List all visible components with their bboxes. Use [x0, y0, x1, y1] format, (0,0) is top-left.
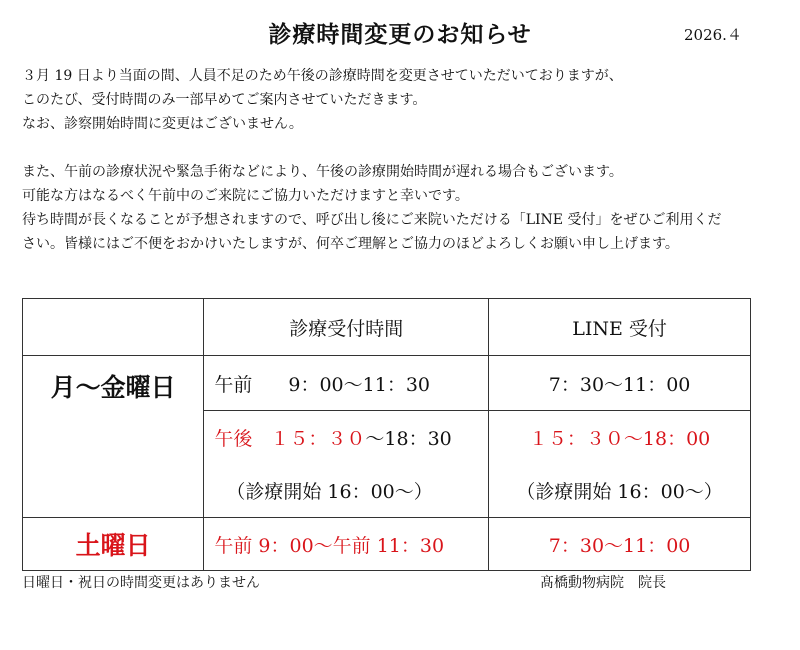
footer-note: 日曜日・祝日の時間変更はありません [22, 575, 260, 591]
notice-line: なお、診察開始時間に変更はございません。 [22, 116, 303, 132]
notice-line: 待ち時間が長くなることが予想されますので、呼び出し後にご来院いただける「LINE 受付」をぜひご利用くだ [22, 212, 722, 228]
weekday-afternoon-line: １５：３０～18：00 [489, 411, 751, 464]
afternoon-label: 午後 [214, 427, 253, 450]
weekday-morning-line: 7：30～11：00 [489, 356, 751, 411]
notice-line: このたび、受付時間のみ一部早めてご案内させていただきます。 [22, 92, 427, 108]
saturday-time: 午前 9：00～午前 11：30 [204, 518, 489, 571]
notice-date: 2026.４ [684, 26, 742, 44]
morning-time: 9：00～11：30 [288, 373, 430, 396]
weekday-label: 月～金曜日 [23, 356, 204, 518]
notice-body [22, 64, 797, 256]
header-cell-reception-time: 診療受付時間 [204, 299, 489, 356]
afternoon-time-rest: ～18：30 [365, 427, 452, 450]
page-title: 診療時間変更のお知らせ [268, 21, 532, 48]
saturday-line: 7：30～11：00 [489, 518, 751, 571]
weekday-afternoon-time [204, 411, 489, 464]
saturday-label: 土曜日 [23, 518, 204, 571]
notice-line: さい。皆様にはご不便をおかけいたしますが、何卒ご理解とご協力のほどよろしくお願い申し上げます。 [22, 236, 679, 252]
header-cell-empty [23, 299, 204, 356]
table-row [23, 518, 751, 571]
schedule-table [22, 298, 751, 571]
footer-signature: 髙橋動物病院 院長 [540, 575, 666, 591]
table-header-row [23, 299, 751, 356]
weekday-afternoon-line-note: （診療開始 16：00～） [489, 463, 751, 518]
header-cell-line-reception: LINE 受付 [489, 299, 751, 356]
morning-label: 午前 [214, 373, 253, 396]
notice-line: ３月 19 日より当面の間、人員不足のため午後の診療時間を変更させていただいておりますが、 [22, 68, 623, 84]
notice-line: また、午前の診療状況や緊急手術などにより、午後の診療開始時間が遅れる場合もございます。 [22, 164, 623, 180]
paragraph-gap [22, 136, 797, 160]
notice-line: 可能な方はなるべく午前中のご来院にご協力いただけますと幸いです。 [22, 188, 469, 204]
weekday-morning-time [204, 356, 489, 411]
weekday-afternoon-note: （診療開始 16：00～） [204, 463, 489, 518]
afternoon-time-changed: １５：３０ [270, 427, 366, 450]
table-row [23, 356, 751, 411]
